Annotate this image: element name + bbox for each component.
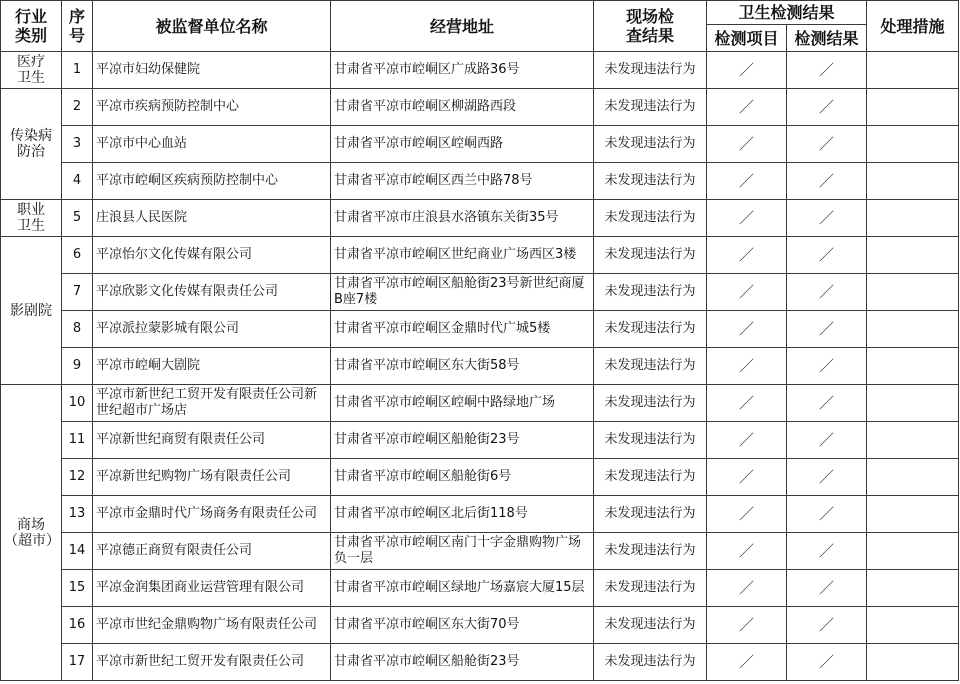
unit-name-cell: 平凉新世纪商贸有限责任公司: [93, 422, 331, 459]
header-inspection: [594, 1, 707, 52]
table-row: [1, 607, 959, 644]
test-result-cell: ／: [787, 274, 867, 311]
table-row: [1, 570, 959, 607]
test-item-cell: ／: [707, 52, 787, 89]
row-number-cell: 8: [62, 311, 93, 348]
unit-name-cell: 平凉市妇幼保健院: [93, 52, 331, 89]
inspection-result-cell: 未发现违法行为: [594, 348, 707, 385]
header-test-result-label: 检测结果: [794, 28, 859, 48]
test-item-cell: ／: [707, 496, 787, 533]
row-number-cell: 13: [62, 496, 93, 533]
measure-cell: [867, 422, 959, 459]
table-row: [1, 459, 959, 496]
test-result-cell: ／: [787, 200, 867, 237]
measure-cell: [867, 496, 959, 533]
unit-address-cell: 甘肃省平凉市庄浪县水洛镇东关街35号: [331, 200, 594, 237]
table-header: [1, 1, 959, 52]
unit-address-cell: 甘肃省平凉市崆峒区东大街58号: [331, 348, 594, 385]
inspection-result-cell: 未发现违法行为: [594, 200, 707, 237]
measure-cell: [867, 126, 959, 163]
test-result-cell: ／: [787, 570, 867, 607]
inspection-result-cell: 未发现违法行为: [594, 89, 707, 126]
unit-address-cell: 甘肃省平凉市崆峒区北后街118号: [331, 496, 594, 533]
unit-name-cell: 平凉市新世纪工贸开发有限责任公司: [93, 644, 331, 681]
header-address: [331, 1, 594, 52]
header-test-result: [787, 25, 867, 52]
row-number-cell: 10: [62, 385, 93, 422]
category-label: 传染病 防治: [10, 128, 52, 160]
measure-cell: [867, 459, 959, 496]
unit-name-cell: 平凉市疾病预防控制中心: [93, 89, 331, 126]
unit-name-cell: 平凉派拉蒙影城有限公司: [93, 311, 331, 348]
unit-name-cell: 平凉市崆峒区疾病预防控制中心: [93, 163, 331, 200]
header-category-label: 行业 类别: [14, 7, 47, 45]
unit-name-cell: 平凉市中心血站: [93, 126, 331, 163]
table-row: [1, 348, 959, 385]
unit-address-cell: 甘肃省平凉市崆峒区船舱街23号新世纪商厦B座7楼: [331, 274, 594, 311]
row-number-cell: 2: [62, 89, 93, 126]
measure-cell: [867, 570, 959, 607]
category-cell: [1, 200, 62, 237]
header-name-label: 被监督单位名称: [155, 16, 268, 36]
test-result-cell: ／: [787, 644, 867, 681]
header-measures: [867, 1, 959, 52]
category-cell: [1, 237, 62, 385]
test-result-cell: ／: [787, 496, 867, 533]
category-label: 医疗 卫生: [17, 54, 45, 86]
test-result-cell: ／: [787, 311, 867, 348]
test-item-cell: ／: [707, 274, 787, 311]
header-health-test-label: 卫生检测结果: [738, 3, 835, 22]
test-item-cell: ／: [707, 644, 787, 681]
row-number-cell: 7: [62, 274, 93, 311]
test-item-cell: ／: [707, 422, 787, 459]
row-number-cell: 14: [62, 533, 93, 570]
category-cell: [1, 52, 62, 89]
unit-name-cell: 平凉市世纪金鼎购物广场有限责任公司: [93, 607, 331, 644]
test-result-cell: ／: [787, 89, 867, 126]
row-number-cell: 11: [62, 422, 93, 459]
category-cell: [1, 89, 62, 200]
measure-cell: [867, 89, 959, 126]
inspection-result-cell: 未发现违法行为: [594, 533, 707, 570]
header-no: [62, 1, 93, 52]
table-row: [1, 644, 959, 681]
unit-address-cell: 甘肃省平凉市崆峒区船舱街23号: [331, 422, 594, 459]
measure-cell: [867, 348, 959, 385]
table-body: [1, 52, 959, 681]
measure-cell: [867, 311, 959, 348]
measure-cell: [867, 644, 959, 681]
row-number-cell: 16: [62, 607, 93, 644]
unit-address-cell: 甘肃省平凉市崆峒区崆峒中路绿地广场: [331, 385, 594, 422]
inspection-result-cell: 未发现违法行为: [594, 274, 707, 311]
test-result-cell: ／: [787, 237, 867, 274]
unit-address-cell: 甘肃省平凉市崆峒区金鼎时代广城5楼: [331, 311, 594, 348]
test-result-cell: ／: [787, 385, 867, 422]
test-item-cell: ／: [707, 89, 787, 126]
unit-address-cell: 甘肃省平凉市崆峒区绿地广场嘉宸大厦15层: [331, 570, 594, 607]
row-number-cell: 5: [62, 200, 93, 237]
unit-address-cell: 甘肃省平凉市崆峒区广成路36号: [331, 52, 594, 89]
unit-address-cell: 甘肃省平凉市崆峒区船舱街6号: [331, 459, 594, 496]
measure-cell: [867, 52, 959, 89]
table-row: [1, 126, 959, 163]
inspection-result-cell: 未发现违法行为: [594, 311, 707, 348]
test-item-cell: ／: [707, 385, 787, 422]
test-item-cell: ／: [707, 533, 787, 570]
test-result-cell: ／: [787, 163, 867, 200]
header-health-test: [707, 1, 867, 25]
measure-cell: [867, 163, 959, 200]
table-row: [1, 385, 959, 422]
test-result-cell: ／: [787, 422, 867, 459]
table-row: [1, 311, 959, 348]
row-number-cell: 12: [62, 459, 93, 496]
header-no-label: 序 号: [68, 7, 85, 45]
table-row: [1, 422, 959, 459]
unit-name-cell: 平凉怡尔文化传媒有限公司: [93, 237, 331, 274]
table-row: [1, 163, 959, 200]
unit-name-cell: 平凉市崆峒大剧院: [93, 348, 331, 385]
unit-name-cell: 平凉市新世纪工贸开发有限责任公司新世纪超市广场店: [93, 385, 331, 422]
measure-cell: [867, 533, 959, 570]
table-row: [1, 237, 959, 274]
measure-cell: [867, 200, 959, 237]
unit-name-cell: 平凉市金鼎时代广场商务有限责任公司: [93, 496, 331, 533]
test-item-cell: ／: [707, 607, 787, 644]
test-result-cell: ／: [787, 459, 867, 496]
row-number-cell: 6: [62, 237, 93, 274]
test-item-cell: ／: [707, 459, 787, 496]
inspection-result-cell: 未发现违法行为: [594, 459, 707, 496]
unit-name-cell: 平凉新世纪购物广场有限责任公司: [93, 459, 331, 496]
test-item-cell: ／: [707, 311, 787, 348]
test-item-cell: ／: [707, 348, 787, 385]
test-item-cell: ／: [707, 163, 787, 200]
table-row: [1, 274, 959, 311]
measure-cell: [867, 607, 959, 644]
inspection-result-cell: 未发现违法行为: [594, 570, 707, 607]
table-row: [1, 200, 959, 237]
header-test-item-label: 检测项目: [714, 28, 779, 48]
unit-address-cell: 甘肃省平凉市崆峒区世纪商业广场西区3楼: [331, 237, 594, 274]
header-test-item: [707, 25, 787, 52]
unit-name-cell: 平凉德正商贸有限责任公司: [93, 533, 331, 570]
row-number-cell: 1: [62, 52, 93, 89]
measure-cell: [867, 237, 959, 274]
table-row: [1, 52, 959, 89]
inspection-result-cell: 未发现违法行为: [594, 52, 707, 89]
test-result-cell: ／: [787, 52, 867, 89]
header-category: [1, 1, 62, 52]
category-label: 影剧院: [10, 302, 52, 319]
unit-address-cell: 甘肃省平凉市崆峒区南门十字金鼎购物广场负一层: [331, 533, 594, 570]
category-cell: [1, 385, 62, 681]
inspection-result-cell: 未发现违法行为: [594, 607, 707, 644]
header-inspection-label: 现场检 查结果: [625, 7, 674, 45]
inspection-result-cell: 未发现违法行为: [594, 644, 707, 681]
unit-address-cell: 甘肃省平凉市崆峒区东大街70号: [331, 607, 594, 644]
row-number-cell: 4: [62, 163, 93, 200]
row-number-cell: 9: [62, 348, 93, 385]
test-item-cell: ／: [707, 200, 787, 237]
category-label: 商场 （超市）: [4, 516, 60, 549]
header-measures-label: 处理措施: [880, 16, 945, 36]
unit-address-cell: 甘肃省平凉市崆峒区崆峒西路: [331, 126, 594, 163]
inspection-result-cell: 未发现违法行为: [594, 237, 707, 274]
unit-name-cell: 平凉金润集团商业运营管理有限公司: [93, 570, 331, 607]
test-item-cell: ／: [707, 126, 787, 163]
header-address-label: 经营地址: [429, 16, 494, 36]
row-number-cell: 15: [62, 570, 93, 607]
category-label: 职业 卫生: [17, 202, 45, 234]
unit-address-cell: 甘肃省平凉市崆峒区西兰中路78号: [331, 163, 594, 200]
inspection-result-cell: 未发现违法行为: [594, 496, 707, 533]
row-number-cell: 17: [62, 644, 93, 681]
unit-address-cell: 甘肃省平凉市崆峒区船舱街23号: [331, 644, 594, 681]
unit-address-cell: 甘肃省平凉市崆峒区柳湖路西段: [331, 89, 594, 126]
test-result-cell: ／: [787, 533, 867, 570]
table-row: [1, 533, 959, 570]
test-result-cell: ／: [787, 348, 867, 385]
test-item-cell: ／: [707, 237, 787, 274]
measure-cell: [867, 385, 959, 422]
inspection-result-cell: 未发现违法行为: [594, 126, 707, 163]
header-name: [93, 1, 331, 52]
table-row: [1, 89, 959, 126]
inspection-result-cell: 未发现违法行为: [594, 385, 707, 422]
table-row: [1, 496, 959, 533]
unit-name-cell: 庄浪县人民医院: [93, 200, 331, 237]
unit-name-cell: 平凉欣影文化传媒有限责任公司: [93, 274, 331, 311]
measure-cell: [867, 274, 959, 311]
row-number-cell: 3: [62, 126, 93, 163]
test-result-cell: ／: [787, 126, 867, 163]
test-result-cell: ／: [787, 607, 867, 644]
test-item-cell: ／: [707, 570, 787, 607]
inspection-result-cell: 未发现违法行为: [594, 163, 707, 200]
inspection-result-cell: 未发现违法行为: [594, 422, 707, 459]
